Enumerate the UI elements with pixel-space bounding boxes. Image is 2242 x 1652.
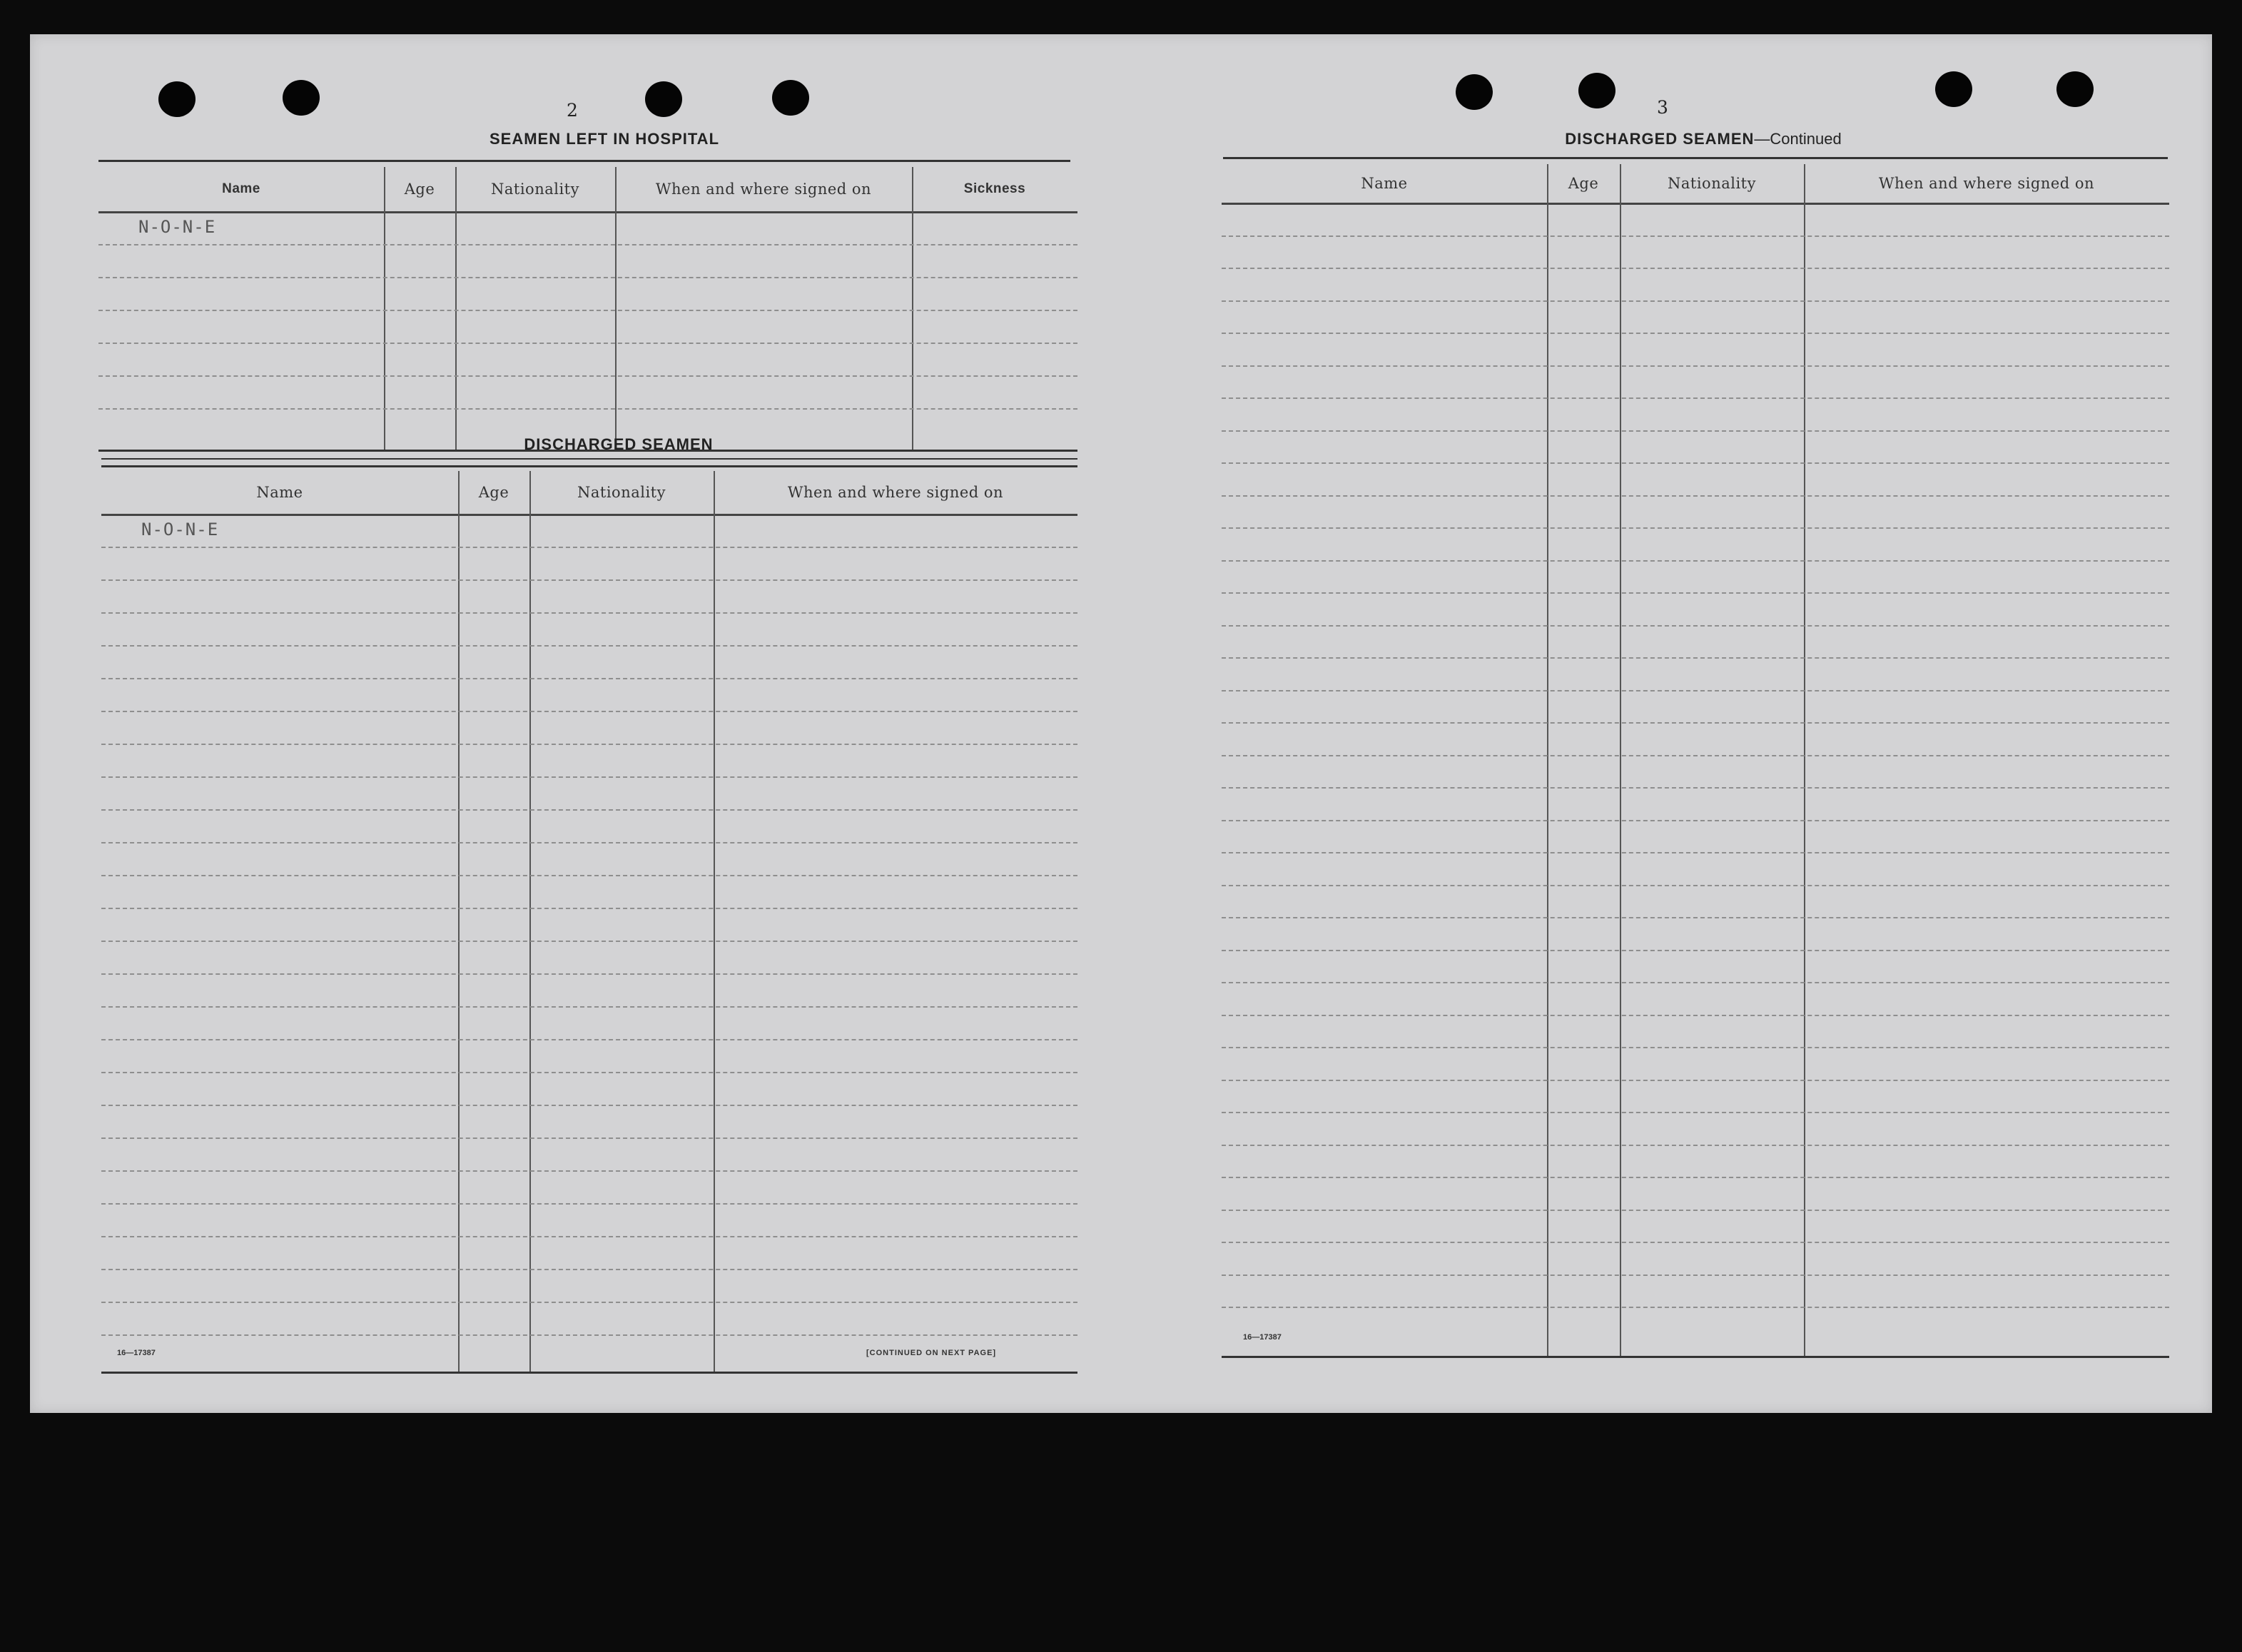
column-header: When and where signed on bbox=[1878, 175, 2095, 192]
table-header bbox=[101, 471, 1077, 516]
discharged-table bbox=[101, 471, 1077, 1372]
table-row bbox=[101, 579, 1077, 614]
column-header: Nationality bbox=[1668, 175, 1756, 192]
table-row bbox=[1222, 1242, 2169, 1276]
table-row bbox=[1222, 755, 2169, 789]
hospital-table bbox=[98, 167, 1077, 450]
table-row bbox=[1222, 1080, 2169, 1114]
table-row bbox=[1222, 917, 2169, 951]
column-header: Name bbox=[222, 181, 260, 196]
name-cell: N-O-N-E bbox=[141, 520, 219, 539]
continued-note: [CONTINUED ON NEXT PAGE] bbox=[866, 1349, 997, 1357]
table-row bbox=[1222, 787, 2169, 821]
continued-table bbox=[1222, 164, 2169, 1356]
table-row bbox=[101, 1170, 1077, 1205]
column-header: Age bbox=[478, 484, 509, 501]
page-title bbox=[1471, 130, 1935, 148]
table-row bbox=[101, 1072, 1077, 1106]
column-header: Nationality bbox=[577, 484, 666, 501]
table-row bbox=[101, 809, 1077, 843]
discharged-section-title: DISCHARGED SEAMEN bbox=[524, 435, 714, 453]
table-row bbox=[1222, 1112, 2169, 1146]
table-row bbox=[1222, 365, 2169, 400]
column-header: Age bbox=[1568, 175, 1599, 192]
table-row bbox=[98, 375, 1077, 410]
page-number: 2 bbox=[567, 100, 578, 121]
table-row bbox=[1222, 950, 2169, 984]
table-row bbox=[101, 908, 1077, 942]
table-row bbox=[101, 1302, 1077, 1336]
title-text: DISCHARGED SEAMEN bbox=[1565, 130, 1755, 148]
section-rule bbox=[101, 465, 1077, 467]
table-row bbox=[101, 776, 1077, 811]
table-row bbox=[1222, 462, 2169, 497]
column-header: When and where signed on bbox=[655, 181, 872, 198]
column-header: When and where signed on bbox=[787, 484, 1004, 501]
table-row bbox=[1222, 397, 2169, 432]
table-row bbox=[1222, 852, 2169, 886]
column-header: Name bbox=[1361, 175, 1408, 192]
table-row bbox=[1222, 657, 2169, 691]
table-row bbox=[1222, 495, 2169, 529]
table-row bbox=[101, 1236, 1077, 1270]
table-row bbox=[101, 1269, 1077, 1303]
table-row bbox=[1222, 527, 2169, 562]
table-row bbox=[1222, 430, 2169, 465]
table-row bbox=[1222, 1177, 2169, 1211]
table-row bbox=[1222, 625, 2169, 659]
section-rule bbox=[101, 458, 1077, 460]
table-row bbox=[98, 244, 1077, 278]
table-row bbox=[101, 612, 1077, 647]
table-row bbox=[101, 744, 1077, 778]
title-rule bbox=[98, 160, 1070, 162]
table-bottom-rule bbox=[1222, 1356, 2169, 1358]
name-cell: N-O-N-E bbox=[138, 217, 216, 237]
column-header: Age bbox=[404, 181, 435, 198]
column-header: Nationality bbox=[491, 181, 579, 198]
table-row bbox=[1222, 333, 2169, 367]
table-row bbox=[101, 1203, 1077, 1237]
table-row bbox=[1222, 690, 2169, 724]
table-row bbox=[101, 1105, 1077, 1139]
table-row bbox=[1222, 1210, 2169, 1244]
table-row bbox=[1222, 592, 2169, 627]
table-row bbox=[101, 1039, 1077, 1073]
table-row bbox=[98, 343, 1077, 377]
table-row bbox=[101, 842, 1077, 876]
table-row bbox=[1222, 982, 2169, 1016]
table-row bbox=[98, 310, 1077, 344]
table-row bbox=[101, 645, 1077, 679]
table-row bbox=[101, 973, 1077, 1008]
table-row bbox=[1222, 820, 2169, 854]
table-row bbox=[1222, 560, 2169, 594]
table-row bbox=[1222, 885, 2169, 919]
table-row bbox=[101, 875, 1077, 909]
table-row bbox=[101, 1006, 1077, 1040]
title-rule bbox=[1223, 157, 2168, 159]
table-row bbox=[101, 547, 1077, 581]
page-number: 3 bbox=[1657, 97, 1668, 118]
table-row bbox=[1222, 203, 2169, 237]
document-sheet bbox=[30, 34, 2212, 1413]
table-row bbox=[1222, 1047, 2169, 1081]
table-row bbox=[1222, 1145, 2169, 1179]
table-row bbox=[1222, 268, 2169, 302]
table-row bbox=[101, 941, 1077, 975]
form-number: 16—17387 bbox=[117, 1349, 156, 1357]
column-header: Name bbox=[256, 484, 303, 501]
right-page bbox=[1129, 34, 2212, 1413]
table-row bbox=[1222, 235, 2169, 270]
table-row bbox=[1222, 1275, 2169, 1309]
table-row bbox=[101, 678, 1077, 712]
table-row bbox=[101, 1137, 1077, 1172]
table-row bbox=[101, 711, 1077, 745]
table-bottom-rule bbox=[101, 1372, 1077, 1374]
table-header bbox=[98, 167, 1077, 213]
column-header: Sickness bbox=[963, 181, 1026, 196]
table-header bbox=[1222, 164, 2169, 205]
table-row bbox=[98, 211, 1077, 245]
form-number: 16—17387 bbox=[1243, 1333, 1282, 1342]
table-row bbox=[1222, 300, 2169, 335]
table-row bbox=[1222, 722, 2169, 756]
table-row bbox=[1222, 1015, 2169, 1049]
title-suffix: —Continued bbox=[1754, 130, 1842, 148]
left-page bbox=[30, 34, 1100, 1413]
hospital-section-title: SEAMEN LEFT IN HOSPITAL bbox=[489, 130, 720, 148]
table-row bbox=[101, 514, 1077, 548]
table-row bbox=[98, 277, 1077, 311]
